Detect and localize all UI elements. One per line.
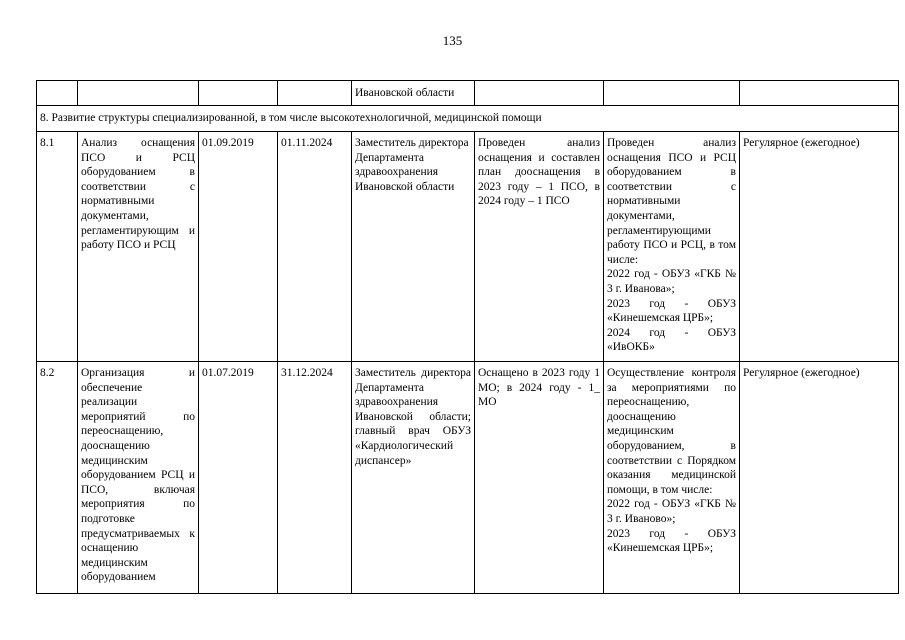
cell-end-date: 31.12.2024 <box>278 362 352 594</box>
section-title: 8. Развитие структуры специализированной, в том числе высокотехнологичной, медицинской помощи <box>37 106 899 132</box>
control-year-2023: 2023 год - ОБУЗ «Кинешемская ЦРБ»; <box>607 297 736 325</box>
cell-frequency <box>740 81 899 106</box>
cell-frequency: Регулярное (ежегодное) <box>740 362 899 594</box>
cell-result: Оснащено в 2023 году 1 МО; в 2024 году - 1_ МО <box>475 362 604 594</box>
table-row-8-1 <box>37 132 899 362</box>
cell-result: Проведен анализ оснащения и составлен план дооснащения в 2023 году – 1 ПСО, в 2024 году – 1 ПСО <box>475 132 604 362</box>
cell-end-date <box>278 81 352 106</box>
cell-start-date <box>199 81 278 106</box>
cell-start-date: 01.07.2019 <box>199 362 278 594</box>
cell-end-date: 01.11.2024 <box>278 132 352 362</box>
cell-responsible: Заместитель директора Департамента здравоохранения Ивановской области <box>352 132 475 362</box>
cell-action: Анализ оснащения ПСО и РСЦ оборудованием в соответствии с нормативными документами, регламентирующим и работу ПСО и РСЦ <box>78 132 199 362</box>
control-year-2022: 2022 год - ОБУЗ «ГКБ № 3 г. Иванова»; <box>607 268 736 295</box>
control-year-2023: 2023 год - ОБУЗ «Кинешемская ЦРБ»; <box>607 527 736 555</box>
cell-start-date: 01.09.2019 <box>199 132 278 362</box>
control-intro: Осуществление контроля за мероприятиями по переоснащению, дооснащению медицинским оборудованием, в соответствии с Порядком оказания медицинской помощи, в том числе: <box>607 367 736 496</box>
cell-action <box>78 81 199 106</box>
section-header-row <box>37 106 899 132</box>
table-row-8-2 <box>37 362 899 594</box>
cell-responsible: Заместитель директора Департамента здравоохранения Ивановской области; главный врач ОБУЗ «Кардиологический диспансер» <box>352 362 475 594</box>
cell-number: 8.2 <box>37 362 78 594</box>
cell-number: 8.1 <box>37 132 78 362</box>
cell-control <box>604 132 740 362</box>
activity-plan-table <box>36 80 899 594</box>
cell-action: Организация и обеспечение реализации мероприятий по переоснащению, дооснащению медицинским оборудованием РСЦ и ПСО, включая мероприятия по подготовке предусматриваемых к оснащению медицинским оборудованием <box>78 362 199 594</box>
cell-number <box>37 81 78 106</box>
control-year-2022: 2022 год - ОБУЗ «ГКБ № 3 г. Иваново»; <box>607 498 736 525</box>
cell-responsible: Ивановской области <box>352 81 475 106</box>
page-number: 135 <box>442 33 463 48</box>
control-year-2024: 2024 год - ОБУЗ «ИвОКБ» <box>607 326 736 354</box>
control-intro: Проведен анализ оснащения ПСО и РСЦ оборудованием в соответствии с нормативными документами, регламентирующими работу ПСО и РСЦ, в том числе: <box>607 137 736 266</box>
cell-control <box>604 81 740 106</box>
table-row-continuation <box>37 81 899 106</box>
cell-control <box>604 362 740 594</box>
cell-result <box>475 81 604 106</box>
cell-frequency: Регулярное (ежегодное) <box>740 132 899 362</box>
